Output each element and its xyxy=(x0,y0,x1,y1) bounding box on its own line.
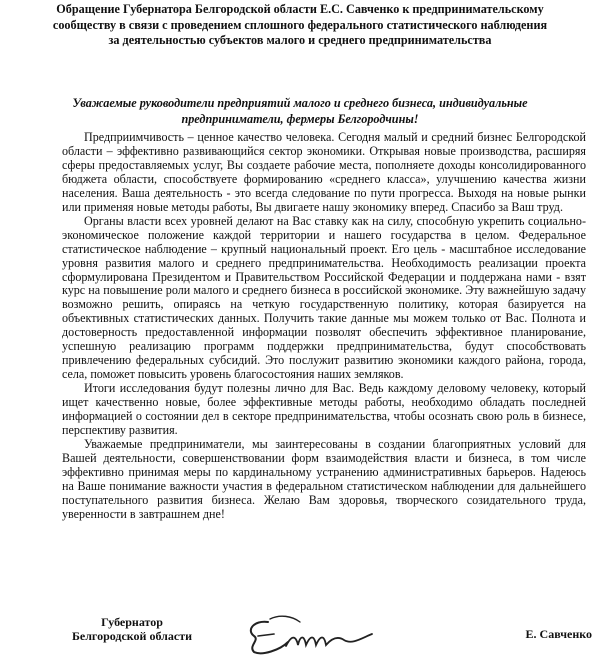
paragraph: Итоги исследования будут полезны лично для Вас. Ведь каждому деловому человеку, который ищет качественно новые, более эффективные методы работы, необходимо обладать последней информацией о состоянии дел в секторе предпринимательства, чтобы осознать свою роль в бизнесе, перспективу развития. xyxy=(62,381,586,438)
letter-title: Обращение Губернатора Белгородской области Е.С. Савченко к предпринимательскому сообществу в связи с проведением сплошного федерального статистического наблюдения за деятельностью субъектов малого и среднего предпринимательства xyxy=(52,2,548,47)
signatory-position-line1: Губернатор xyxy=(101,615,163,629)
handwritten-signature xyxy=(240,612,390,657)
signatory-name: Е. Савченко xyxy=(525,627,592,641)
signatory-position xyxy=(62,615,202,643)
letter-greeting: Уважаемые руководители предприятий малого и среднего бизнеса, индивидуальные предприниматели, фермеры Белгородчины! xyxy=(72,96,528,126)
paragraph: Уважаемые предприниматели, мы заинтересованы в создании благоприятных условий для Вашей деятельности, совершенствовании форм взаимодействия власти и бизнеса, в том числе эффективно принимая меры по кардинальному устранению административных барьеров. Надеюсь на Ваше понимание важности участия в федеральном статистическом наблюдении для дальнейшего поступательного развития бизнеса. Желаю Вам здоровья, творческого созидательного труда, уверенности в завтрашнем дне! xyxy=(62,436,586,521)
paragraph: Предприимчивость – ценное качество человека. Сегодня малый и средний бизнес Белгородской области – эффективно развивающийся сектор экономики. Открывая новые производства, расширяя сферы предоставляемых услуг, Вы создаете рабочие места, пополняете доходы консолидированного бюджета области, способствуете формированию «среднего класса», улучшению качества жизни населения. Ваша деятельность - это всегда следование по пути прогресса. Выходя на новые рынки или применяя новые методы работы, Вы двигаете нашу экономику вперед. Спасибо за Ваш труд. xyxy=(62,130,586,214)
paragraph: Органы власти всех уровней делают на Вас ставку как на силу, способную укрепить социально-экономическое положение каждой территории и нашего государства в целом. Федеральное статистическое наблюдение – крупный национальный проект. Его цель - масштабное исследование уровня развития малого и среднего предпринимательства. Необходимость реализации проекта сформулирована Президентом и Правительством Российской Федерации и поддержана нами - взят курс на повышение роли малого и среднего бизнеса в российской экономике. Эту важнейшую задачу возможно решить, опираясь на четкую государственную политику, которая базируется на объективных статистических данных. Получить такие данные мы можем только от Вас. Полнота и достоверность предоставленной информации позволят обеспечить эффективное планирование, успешную реализацию программ поддержки предпринимательства, будут способствовать привлечению федеральных субсидий. Это послужит развитию экономики каждого района, города, села, поможет повысить уровень благосостояния наших земляков. xyxy=(62,213,586,382)
letter-body xyxy=(62,131,586,522)
signatory-position-line2: Белгородской области xyxy=(71,629,193,643)
